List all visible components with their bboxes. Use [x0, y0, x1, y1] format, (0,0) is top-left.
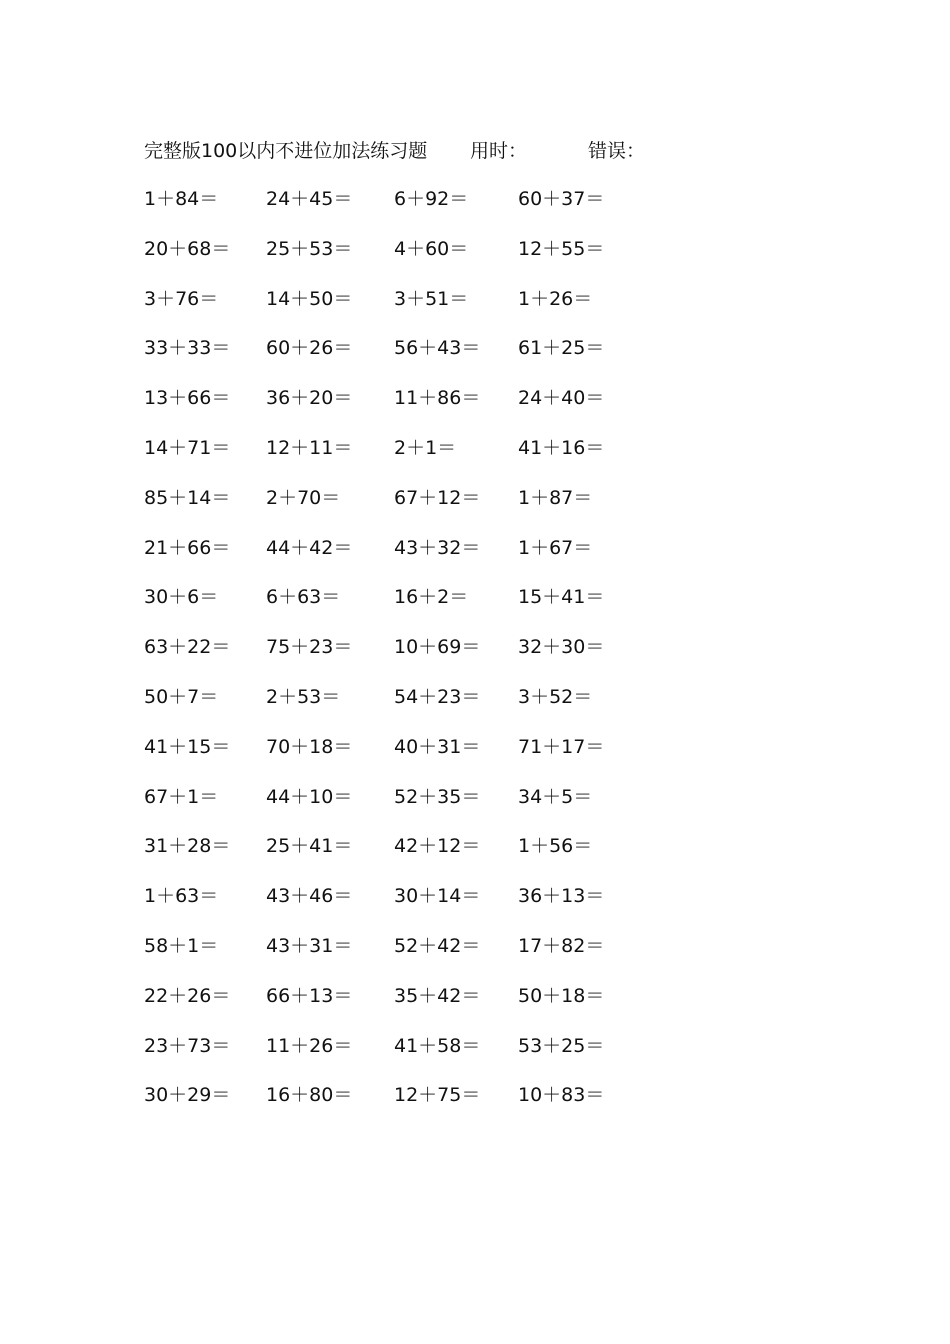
addition-problem: 15＋41＝ [518, 586, 605, 609]
addition-problem: 40＋31＝ [394, 735, 481, 758]
addition-problem: 44＋42＝ [266, 536, 353, 559]
time-used-label: 用时： [470, 140, 528, 162]
worksheet-title: 完整版100以内不进位加法练习题 [144, 140, 428, 162]
addition-problem: 67＋1＝ [144, 785, 219, 808]
problem-row [0, 533, 950, 563]
addition-problem: 3＋76＝ [144, 287, 219, 310]
addition-problem: 11＋26＝ [266, 1034, 353, 1057]
addition-problem: 25＋41＝ [266, 835, 353, 858]
addition-problem: 54＋23＝ [394, 686, 481, 708]
problem-row [0, 582, 950, 612]
addition-problem: 56＋43＝ [394, 337, 481, 360]
addition-problem: 16＋80＝ [266, 1084, 353, 1107]
addition-problem: 36＋20＝ [266, 387, 353, 410]
problem-row [0, 284, 950, 314]
problem-row [0, 931, 950, 961]
problem-row [0, 333, 950, 363]
addition-problem: 44＋10＝ [266, 785, 353, 808]
addition-problem: 14＋71＝ [144, 437, 231, 459]
addition-problem: 30＋6＝ [144, 586, 219, 609]
addition-problem: 52＋42＝ [394, 935, 481, 957]
problem-row [0, 732, 950, 762]
addition-problem: 63＋22＝ [144, 636, 231, 659]
problem-row [0, 881, 950, 911]
problem-row [0, 782, 950, 812]
addition-problem: 3＋52＝ [518, 686, 593, 708]
addition-problem: 41＋15＝ [144, 735, 231, 758]
addition-problem: 34＋5＝ [518, 785, 593, 808]
addition-problem: 75＋23＝ [266, 636, 353, 659]
addition-problem: 31＋28＝ [144, 835, 231, 858]
addition-problem: 50＋18＝ [518, 984, 605, 1007]
problem-row [0, 433, 950, 463]
problem-row [0, 1031, 950, 1061]
addition-problem: 53＋25＝ [518, 1034, 605, 1057]
addition-problem: 85＋14＝ [144, 486, 231, 509]
addition-problem: 13＋66＝ [144, 387, 231, 410]
addition-problem: 67＋12＝ [394, 486, 481, 509]
addition-problem: 2＋70＝ [266, 486, 341, 509]
addition-problem: 2＋1＝ [394, 437, 457, 459]
addition-problem: 24＋45＝ [266, 188, 353, 210]
addition-problem: 2＋53＝ [266, 686, 341, 708]
addition-problem: 14＋50＝ [266, 287, 353, 310]
addition-problem: 1＋87＝ [518, 486, 593, 509]
problem-row [0, 682, 950, 712]
addition-problem: 23＋73＝ [144, 1034, 231, 1057]
addition-problem: 16＋2＝ [394, 586, 469, 609]
addition-problem: 50＋7＝ [144, 686, 219, 708]
addition-problem: 6＋63＝ [266, 586, 341, 609]
addition-problem: 66＋13＝ [266, 984, 353, 1007]
addition-problem: 33＋33＝ [144, 337, 231, 360]
addition-problem: 32＋30＝ [518, 636, 605, 659]
addition-problem: 30＋29＝ [144, 1084, 231, 1107]
addition-problem: 21＋66＝ [144, 536, 231, 559]
addition-problem: 30＋14＝ [394, 885, 481, 908]
addition-problem: 70＋18＝ [266, 735, 353, 758]
addition-problem: 25＋53＝ [266, 237, 353, 260]
problem-row [0, 632, 950, 662]
addition-problem: 41＋58＝ [394, 1034, 481, 1057]
addition-problem: 43＋32＝ [394, 536, 481, 559]
addition-problem: 60＋37＝ [518, 188, 605, 210]
addition-problem: 1＋67＝ [518, 536, 593, 559]
addition-problem: 1＋84＝ [144, 188, 219, 210]
addition-problem: 11＋86＝ [394, 387, 481, 410]
addition-problem: 60＋26＝ [266, 337, 353, 360]
addition-problem: 1＋63＝ [144, 885, 219, 908]
addition-problem: 1＋26＝ [518, 287, 593, 310]
addition-problem: 3＋51＝ [394, 287, 469, 310]
problem-row [0, 383, 950, 413]
addition-problem: 43＋46＝ [266, 885, 353, 908]
addition-problem: 52＋35＝ [394, 785, 481, 808]
problem-row [0, 184, 950, 214]
problem-row [0, 831, 950, 861]
addition-problem: 43＋31＝ [266, 935, 353, 957]
addition-problem: 4＋60＝ [394, 237, 469, 260]
error-count-label: 错误： [588, 140, 646, 162]
addition-problem: 1＋56＝ [518, 835, 593, 858]
addition-problem: 10＋83＝ [518, 1084, 605, 1107]
addition-problem: 61＋25＝ [518, 337, 605, 360]
addition-problem: 10＋69＝ [394, 636, 481, 659]
addition-problem: 58＋1＝ [144, 935, 219, 957]
addition-problem: 17＋82＝ [518, 935, 605, 957]
addition-problem: 35＋42＝ [394, 984, 481, 1007]
addition-problem: 24＋40＝ [518, 387, 605, 410]
problem-row [0, 1080, 950, 1110]
addition-problem: 20＋68＝ [144, 237, 231, 260]
problem-row [0, 234, 950, 264]
addition-problem: 6＋92＝ [394, 188, 469, 210]
addition-problem: 12＋75＝ [394, 1084, 481, 1107]
addition-problem: 12＋11＝ [266, 437, 353, 459]
addition-problem: 36＋13＝ [518, 885, 605, 908]
addition-problem: 42＋12＝ [394, 835, 481, 858]
addition-problem: 22＋26＝ [144, 984, 231, 1007]
addition-problem: 12＋55＝ [518, 237, 605, 260]
addition-problem: 41＋16＝ [518, 437, 605, 459]
problem-row [0, 981, 950, 1011]
problem-row [0, 483, 950, 513]
addition-problem: 71＋17＝ [518, 735, 605, 758]
